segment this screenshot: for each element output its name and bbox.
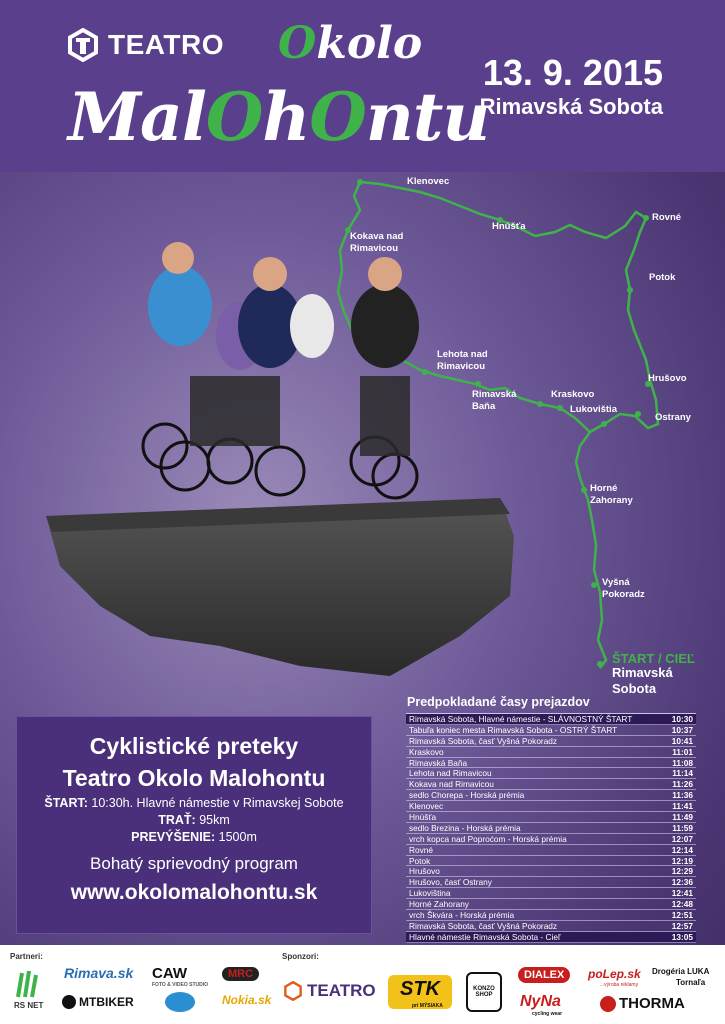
map-label-lukovistia: Lukovištia xyxy=(570,404,617,415)
teatro-footer-logo xyxy=(283,981,376,1001)
schedule-row xyxy=(406,888,696,899)
konzo-logo: KONZO SHOP xyxy=(466,972,502,1012)
schedule-row xyxy=(406,921,696,932)
schedule-time: 10:41 xyxy=(671,735,693,746)
map-label-start: ŠTART / CIEĽ xyxy=(612,651,695,666)
title-okolo-o: O xyxy=(278,18,317,69)
lehota-line1: Lehota nad xyxy=(437,349,488,360)
schedule-place: Hrušovo, časť Ostrany xyxy=(409,877,492,888)
title-ntu: ntu xyxy=(365,78,490,156)
info-title-2: Teatro Okolo Malohontu xyxy=(62,765,326,791)
title-malohontu xyxy=(68,78,489,156)
info-program: Bohatý sprievodný program xyxy=(90,854,298,873)
schedule-place: sedlo Brezina - Horská prémia xyxy=(409,822,521,833)
mtbiker-text: MTBIKER xyxy=(79,995,134,1009)
nyna-logo: NyNa xyxy=(520,993,561,1010)
map-label-start-town xyxy=(612,665,673,697)
rock-platform xyxy=(46,498,514,676)
map-label-pokoradz xyxy=(602,577,645,601)
schedule-row xyxy=(406,910,696,921)
polep-sub: ...výroba reklamy xyxy=(600,982,639,988)
caw-logo: CAW xyxy=(152,965,187,982)
schedule-place: Kraskovo xyxy=(409,746,444,757)
schedule-row xyxy=(406,845,696,856)
teatro-footer-text: TEATRO xyxy=(307,981,376,1000)
zahorany-line2: Zahorany xyxy=(590,495,633,506)
schedule-time: 12:51 xyxy=(671,910,693,921)
map-label-hnusta: Hnúšťa xyxy=(492,221,526,232)
info-trat xyxy=(17,812,371,829)
cyclist-bodies xyxy=(148,242,419,456)
schedule-time: 12:14 xyxy=(671,844,693,855)
trat-text: 95km xyxy=(195,813,230,827)
sponsors-label: Sponzori: xyxy=(282,952,319,961)
pokoradz-line2: Pokoradz xyxy=(602,589,645,600)
schedule-row xyxy=(406,823,696,834)
nyna-sub: cycling wear xyxy=(532,1011,563,1017)
schedule-row xyxy=(406,790,696,801)
schedule-place: Kokava nad Rimavicou xyxy=(409,779,494,790)
event-place: Rimavská Sobota xyxy=(479,94,663,119)
start-label: ŠTART: xyxy=(44,796,88,810)
footer xyxy=(0,945,725,1024)
info-website-link[interactable]: www.okolomalohontu.sk xyxy=(70,881,318,904)
trat-label: TRAŤ: xyxy=(158,813,196,827)
schedule-place: Horné Zahorany xyxy=(409,899,469,910)
thorma-icon xyxy=(600,996,616,1012)
prev-label: PREVÝŠENIE: xyxy=(131,830,216,844)
drogeria-line2: Tornaľa xyxy=(676,978,706,987)
schedule-row xyxy=(406,768,696,779)
kokava-line1: Kokava nad xyxy=(350,231,404,242)
partners-label: Partneri: xyxy=(10,952,43,961)
map-label-ostrany: Ostrany xyxy=(655,412,691,423)
mtbiker-icon xyxy=(62,995,76,1009)
schedule-time: 12:19 xyxy=(671,855,693,866)
schedule-place: Hnúšťa xyxy=(409,812,437,823)
schedule-row xyxy=(406,856,696,867)
schedule-time: 12:29 xyxy=(671,866,693,877)
schedule-place: Rimavská Baňa xyxy=(409,757,468,768)
schedule-row xyxy=(406,812,696,823)
schedule-place: Rimavská Sobota, časť Vyšná Pokoradz xyxy=(409,920,558,931)
title-h: h xyxy=(262,78,310,156)
schedule-time: 10:37 xyxy=(671,724,693,735)
info-box xyxy=(16,716,372,934)
schedule-row xyxy=(406,758,696,769)
caw-sub: FOTO & VIDEO STUDIO xyxy=(152,982,209,988)
schedule-time: 12:48 xyxy=(671,899,693,910)
info-prevysenie xyxy=(17,829,371,846)
schedule-place: Tabuľa koniec mesta Rimavská Sobota - OSTRÝ ŠTART xyxy=(409,724,618,735)
schedule-time: 12:36 xyxy=(671,877,693,888)
rsnet-logo xyxy=(12,967,46,999)
schedule-time: 12:57 xyxy=(671,920,693,931)
event-date: 13. 9. 2015 xyxy=(482,52,663,93)
mrc-logo: MRC xyxy=(222,967,259,981)
teatro-logo xyxy=(66,28,224,62)
stk-logo: STK xyxy=(388,975,452,1009)
dolphin-logo-icon xyxy=(165,992,195,1012)
cyclists-illustration xyxy=(40,236,520,686)
rsnet-icon xyxy=(12,967,46,999)
schedule-time: 12:41 xyxy=(671,888,693,899)
polep-logo: poLep.sk xyxy=(588,967,641,981)
schedule-row xyxy=(406,866,696,877)
map-label-kraskovo: Kraskovo xyxy=(551,389,595,400)
schedule-table xyxy=(406,713,696,943)
schedule-place: vrch kopca nad Poproćom - Horská prémia xyxy=(409,833,567,844)
lehota-line2: Rimavicou xyxy=(437,361,486,372)
schedule-time: 11:41 xyxy=(672,801,693,812)
rbana-line2: Baňa xyxy=(472,401,496,412)
schedule-row xyxy=(406,714,696,725)
map-label-hrusovo: Hrušovo xyxy=(648,373,687,384)
schedule-time: 11:01 xyxy=(672,746,693,757)
info-start xyxy=(17,795,371,812)
title-o1: O xyxy=(205,78,263,156)
schedule-place: vrch Škvára - Horská prémia xyxy=(409,910,515,921)
schedule-row xyxy=(406,801,696,812)
schedule-time: 11:26 xyxy=(672,779,693,790)
schedule-row xyxy=(406,834,696,845)
schedule-title: Predpokladané časy prejazdov xyxy=(407,695,590,709)
title-mal: Mal xyxy=(68,78,206,156)
teatro-footer-icon xyxy=(283,981,303,1001)
mtbiker-logo xyxy=(62,995,134,1009)
map-label-rovne: Rovné xyxy=(652,212,682,223)
schedule-row xyxy=(406,932,696,943)
schedule-time: 11:14 xyxy=(672,768,693,779)
pokoradz-line1: Vyšná xyxy=(602,577,630,588)
start-town-line2: Sobota xyxy=(612,681,657,696)
schedule-place: Rimavská Sobota, časť Vyšná Pokoradz xyxy=(409,735,558,746)
schedule-time: 11:08 xyxy=(672,757,693,768)
header xyxy=(0,0,725,172)
thorma-text: THORMA xyxy=(619,995,685,1012)
map-label-klenovec: Klenovec xyxy=(407,176,450,187)
thorma-logo xyxy=(600,995,685,1012)
schedule-row xyxy=(406,877,696,888)
schedule-time: 13:05 xyxy=(671,931,693,942)
schedule-place: Potok xyxy=(409,855,431,866)
schedule-row xyxy=(406,779,696,790)
schedule-place: Hlavné námestie Rimavská Sobota - Cieľ xyxy=(409,931,561,942)
map-label-potok: Potok xyxy=(649,272,676,283)
schedule-place: Rimavská Sobota, Hlavné námestie - SLÁVNOSTNÝ ŠTART xyxy=(409,714,633,724)
kokava-line2: Rimavicou xyxy=(350,243,399,254)
title-o2: O xyxy=(309,78,366,156)
teatro-hex-icon xyxy=(66,28,100,62)
schedule-row xyxy=(406,736,696,747)
title-okolo-rest: kolo xyxy=(316,18,423,69)
schedule-place: sedlo Chorepa - Horská prémia xyxy=(409,790,525,801)
title-okolo xyxy=(278,18,422,69)
teatro-brand: TEATRO xyxy=(108,29,225,60)
schedule-place: Rovné xyxy=(409,844,433,855)
schedule-row xyxy=(406,725,696,736)
schedule-place: Lukoviština xyxy=(409,888,451,899)
rbana-line1: Rimavská xyxy=(472,389,517,400)
nokia-logo: Nokia.sk xyxy=(222,993,272,1007)
schedule-row xyxy=(406,747,696,758)
schedule-place: Lehota nad Rimavicou xyxy=(409,768,492,779)
drogeria-line1: Drogéria LUKA xyxy=(652,967,710,976)
info-title-1: Cyklistické preteky xyxy=(89,733,299,759)
schedule-time: 12:07 xyxy=(671,833,693,844)
stk-sub: pri MÝSIAKA xyxy=(412,1003,443,1009)
map-label-zahorany xyxy=(590,483,633,507)
prev-text: 1500m xyxy=(215,830,257,844)
schedule-time: 10:30 xyxy=(671,714,693,724)
schedule-time: 11:59 xyxy=(672,822,693,833)
start-text: 10:30h. Hlavné námestie v Rimavskej Sobote xyxy=(87,796,344,810)
start-town-line1: Rimavská xyxy=(612,665,673,680)
schedule-time: 11:49 xyxy=(672,812,693,823)
rsnet-text: RS NET xyxy=(14,1001,44,1010)
schedule-row xyxy=(406,899,696,910)
schedule-place: Klenovec xyxy=(409,801,444,812)
rimava-logo: Rimava.sk xyxy=(64,965,134,981)
schedule-time: 11:36 xyxy=(672,790,693,801)
schedule-place: Hrušovo xyxy=(409,866,440,877)
dialex-logo: DIALEX xyxy=(518,967,570,983)
zahorany-line1: Horné xyxy=(590,483,618,494)
